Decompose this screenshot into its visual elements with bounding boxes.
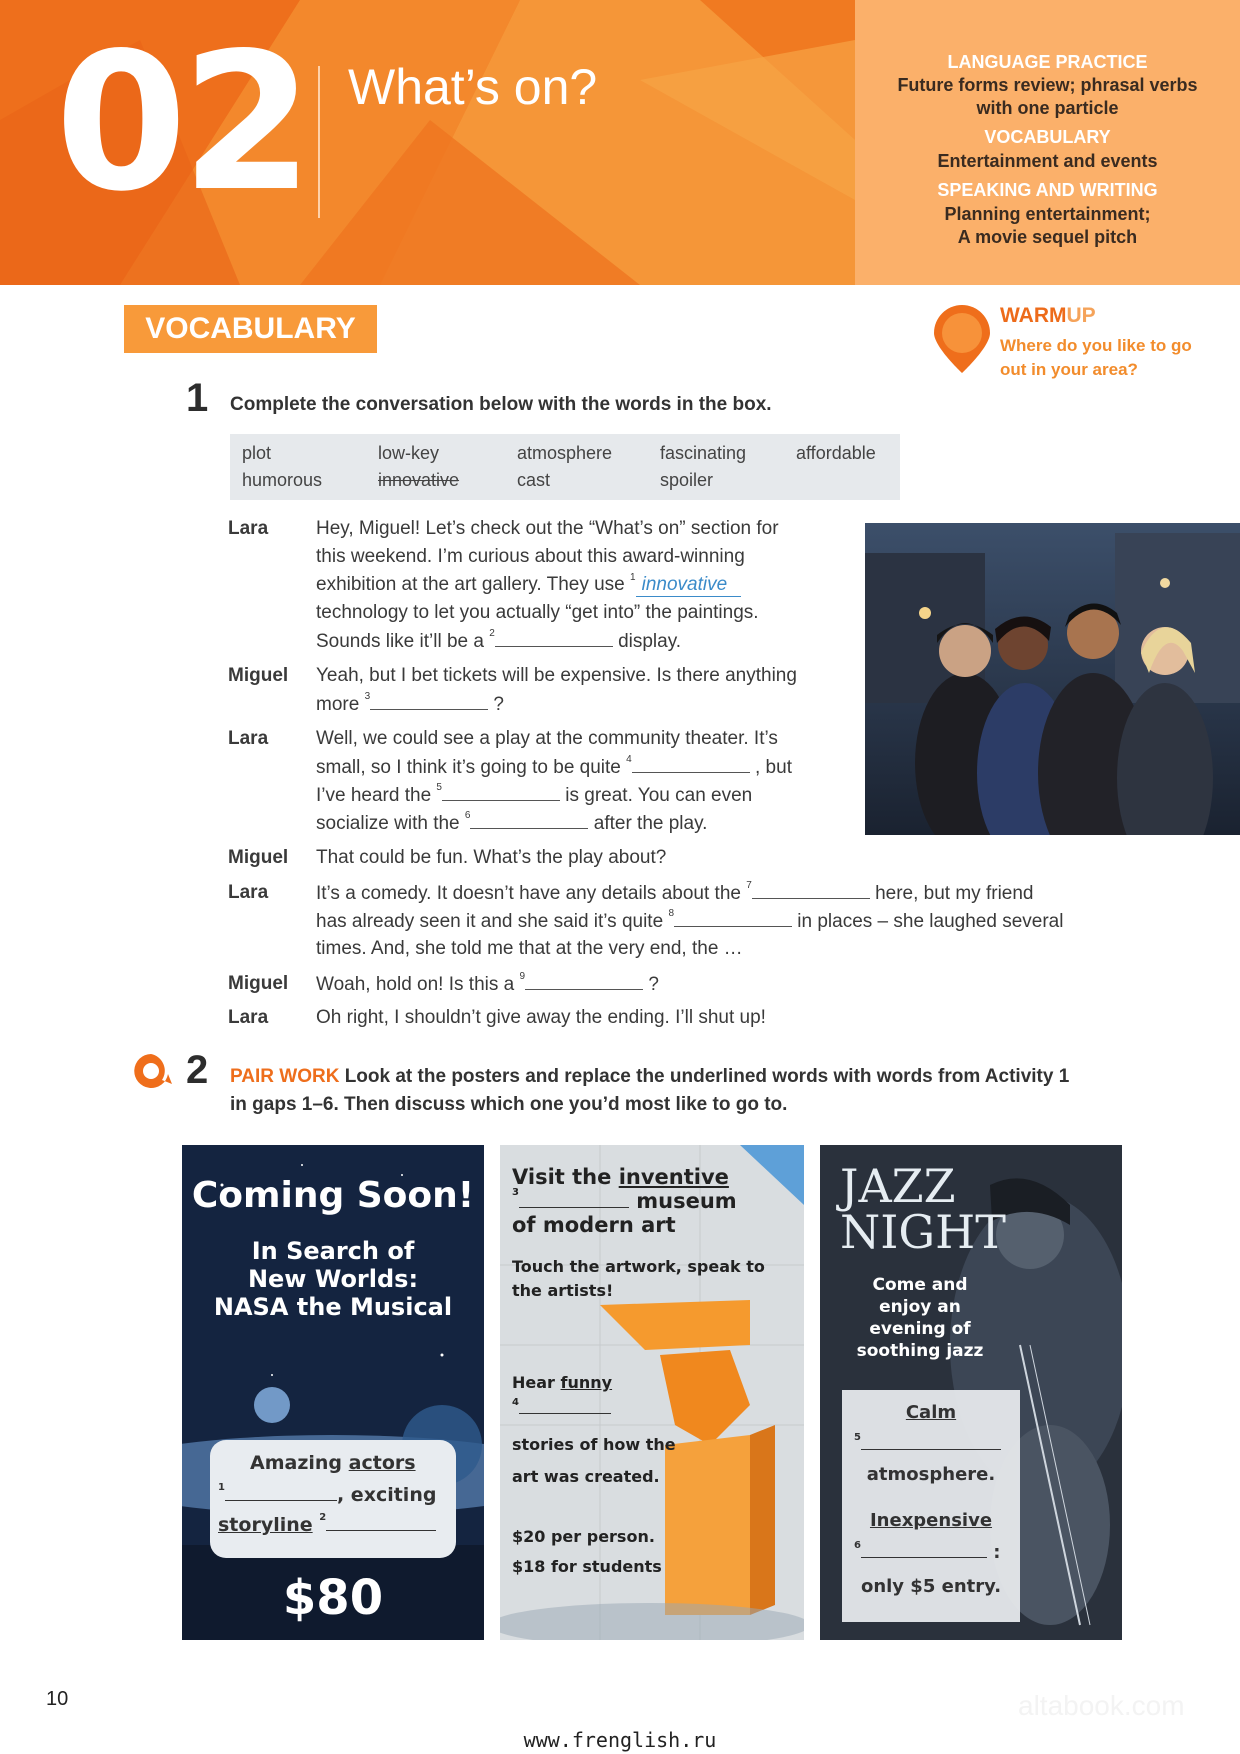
line-text: more	[316, 694, 360, 715]
jazz-subtitle: Come and	[872, 1275, 968, 1295]
gap-number: 1	[218, 1482, 225, 1493]
poster-jazz	[820, 1145, 1122, 1640]
panel-heading-language: LANGUAGE PRACTICE	[947, 52, 1148, 72]
box-line	[854, 1434, 1001, 1455]
word-box	[230, 434, 900, 500]
poster-museum	[500, 1145, 804, 1640]
jazz-subtitle: evening of	[869, 1319, 971, 1339]
poster-gap[interactable]	[861, 1435, 1001, 1450]
word-option: fascinating	[660, 443, 747, 463]
panel-heading-speaking: SPEAKING AND WRITING	[937, 180, 1158, 200]
example-answer: innovative	[636, 574, 742, 597]
answer-gap[interactable]	[470, 812, 588, 829]
warmup-pin-icon	[930, 303, 994, 375]
line-text: Woah, hold on! Is this a	[316, 974, 515, 995]
dialogue-line	[316, 574, 741, 597]
dialogue-line: this weekend. I’m curious about this award-winning	[316, 546, 745, 567]
activity-2-instruction	[230, 1066, 1069, 1088]
box-line: only $5 entry.	[860, 1576, 1002, 1597]
word-option: atmosphere	[517, 443, 613, 463]
underlined-word: funny	[560, 1373, 613, 1392]
dialogue-line: Well, we could see a play at the community theater. It’s	[316, 728, 778, 749]
poster-musical	[182, 1145, 484, 1640]
jazz-subtitle: soothing jazz	[856, 1341, 984, 1361]
poster-gap[interactable]	[326, 1516, 436, 1531]
gap-number: 7	[746, 880, 752, 891]
page-number: 10	[46, 1688, 69, 1710]
word-option: affordable	[796, 443, 876, 463]
watermark: altabook.com	[1018, 1690, 1185, 1721]
poster-info-box	[210, 1440, 456, 1558]
speaker-lara: Lara	[228, 518, 269, 539]
underlined-word-text: Calm	[905, 1402, 957, 1423]
box-line	[854, 1542, 1000, 1563]
gap-number: 3	[364, 691, 371, 702]
underlined-word: actors	[348, 1452, 416, 1474]
box-line	[218, 1514, 436, 1536]
dialogue-line	[316, 812, 707, 835]
warmup-title	[1000, 304, 1096, 328]
gap-number: 6	[854, 1540, 861, 1551]
activity-1-instruction: Complete the conversation below with the words in the box.	[230, 394, 772, 415]
poster-price: $20 per person.	[512, 1527, 655, 1546]
line-text: Sounds like it’ll be a	[316, 631, 484, 652]
answer-gap[interactable]	[752, 882, 870, 899]
jazz-subtitle: enjoy an	[879, 1297, 961, 1317]
unit-title: What’s on?	[348, 59, 598, 115]
line-text: exhibition at the art gallery. They use	[316, 574, 625, 595]
warmup-question: Where do you like to go out in your area?	[1000, 336, 1192, 379]
poster-gap[interactable]	[519, 1193, 629, 1208]
dialogue-line: times. And, she told me that at the very end, the …	[316, 938, 743, 959]
gap-number: 4	[626, 754, 632, 765]
dialogue-line	[316, 756, 792, 779]
line-text: ?	[493, 694, 504, 715]
speaker-lara: Lara	[228, 1007, 269, 1028]
poster-gap[interactable]	[519, 1399, 611, 1414]
pair-work-label: PAIR WORK	[230, 1066, 340, 1087]
line-text: has already seen it and she said it’s quite	[316, 911, 664, 932]
line-text: , but	[755, 757, 792, 778]
underlined-word: inventive	[618, 1165, 729, 1189]
dialogue-line: That could be fun. What’s the play about?	[316, 847, 667, 868]
word-option: humorous	[242, 470, 323, 490]
dialogue-line	[316, 973, 659, 996]
box-line: atmosphere.	[866, 1464, 996, 1485]
line-text: socialize with the	[316, 813, 460, 834]
speaker-miguel: Miguel	[228, 665, 289, 686]
poster-text: museum	[636, 1189, 737, 1213]
poster-gap[interactable]	[225, 1486, 337, 1501]
answer-gap[interactable]	[370, 693, 488, 710]
space-background	[182, 1145, 484, 1640]
dialogue-line: Hey, Miguel! Let’s check out the “What’s on” section for	[316, 518, 779, 539]
gap-number: 9	[519, 971, 526, 982]
poster-line	[512, 1399, 611, 1418]
gap-number: 4	[512, 1397, 519, 1408]
poster-line	[512, 1373, 612, 1392]
word-option-used: innovative	[378, 470, 460, 490]
line-text: here, but my friend	[875, 883, 1034, 904]
site-url: www.frenglish.ru	[523, 1728, 717, 1752]
poster-line	[512, 1165, 729, 1189]
dialogue-line	[316, 784, 752, 807]
panel-heading-vocabulary: VOCABULARY	[984, 127, 1111, 147]
dialogue-line	[316, 693, 504, 716]
poster-price: $80	[282, 1570, 384, 1626]
dialogue-line: technology to let you actually “get into” the paintings.	[316, 602, 759, 623]
dialogue-line	[316, 882, 1034, 905]
jazz-title: JAZZ	[840, 1159, 956, 1213]
warmup-title-warm: WARM	[1000, 304, 1067, 327]
gap-number: 6	[464, 810, 471, 821]
pair-work-icon	[132, 1052, 174, 1090]
dialogue-line: Oh right, I shouldn’t give away the ending. I’ll shut up!	[316, 1007, 766, 1028]
line-text: I’ve heard the	[316, 785, 432, 806]
poster-headline: Coming Soon!	[191, 1175, 475, 1216]
poster-line: of modern art	[512, 1213, 676, 1237]
panel-text: A movie sequel pitch	[957, 227, 1138, 247]
panel-text: Planning entertainment;	[944, 204, 1151, 224]
gap-number: 2	[489, 628, 495, 639]
speaker-lara: Lara	[228, 728, 269, 749]
answer-gap[interactable]	[632, 756, 750, 773]
speaker-miguel: Miguel	[228, 847, 289, 868]
underlined-word	[842, 1510, 1020, 1531]
underlined-word: storyline	[218, 1514, 313, 1536]
box-line	[218, 1484, 436, 1506]
word-option: cast	[517, 470, 551, 490]
line-text: is great. You can even	[565, 785, 753, 806]
answer-gap[interactable]	[674, 910, 792, 927]
answer-gap[interactable]	[495, 630, 613, 647]
line-text: It’s a comedy. It doesn’t have any details about the	[316, 883, 741, 904]
line-text: in places – she laughed several	[797, 911, 1064, 932]
unit-number: 02	[55, 12, 308, 233]
activity-2-instruction-cont: in gaps 1–6. Then discuss which one you’d most like to go to.	[230, 1094, 788, 1115]
box-line	[250, 1452, 416, 1474]
gap-number: 5	[854, 1432, 861, 1443]
answer-gap[interactable]	[442, 784, 560, 801]
dialogue-line: Yeah, but I bet tickets will be expensive. Is there anything	[316, 665, 797, 686]
poster-line	[512, 1189, 737, 1213]
poster-line: stories of how the	[512, 1435, 676, 1454]
line-text: small, so I think it’s going to be quite	[316, 757, 621, 778]
activity-1-number: 1	[186, 376, 209, 420]
instruction-text: Look at the posters and replace the underlined words with words from Activity 1	[344, 1066, 1070, 1087]
panel-text: with one particle	[976, 98, 1119, 118]
poster-gap[interactable]	[861, 1543, 987, 1558]
jazz-title: NIGHT	[840, 1205, 1006, 1259]
friends-photo	[865, 523, 1240, 835]
header-divider	[318, 66, 320, 218]
word-option: plot	[242, 443, 272, 463]
poster-title-line: New Worlds:	[247, 1265, 419, 1293]
warmup-title-up: UP	[1066, 304, 1096, 327]
word-option: spoiler	[660, 470, 714, 490]
word-option: low-key	[378, 443, 440, 463]
box-text: :	[993, 1542, 1001, 1563]
unit-header	[0, 0, 855, 285]
box-text: Amazing	[250, 1452, 343, 1474]
speaker-miguel: Miguel	[228, 973, 289, 994]
gap-number: 5	[436, 782, 442, 793]
underlined-word	[842, 1402, 1020, 1423]
dialogue-line	[316, 910, 1063, 933]
poster-line: Touch the artwork, speak to	[512, 1257, 765, 1276]
speaker-lara: Lara	[228, 882, 269, 903]
panel-text: Entertainment and events	[937, 151, 1158, 171]
line-text: display.	[618, 631, 682, 652]
section-banner: VOCABULARY	[124, 305, 377, 353]
underlined-word-text: Inexpensive	[869, 1510, 993, 1531]
poster-line: the artists!	[512, 1281, 614, 1300]
unit-overview-panel	[855, 0, 1240, 285]
poster-title-line: NASA the Musical	[213, 1293, 453, 1321]
poster-text: Visit the	[512, 1165, 612, 1189]
panel-text: Future forms review; phrasal verbs	[897, 75, 1198, 95]
box-text: , exciting	[336, 1484, 437, 1506]
line-text: after the play.	[593, 813, 708, 834]
gap-number: 8	[668, 908, 674, 919]
poster-line: art was created.	[512, 1467, 660, 1486]
gap-number: 2	[319, 1512, 327, 1523]
gap-number: 3	[512, 1187, 519, 1198]
answer-gap[interactable]	[525, 973, 643, 990]
activity-2-number: 2	[186, 1048, 209, 1092]
jazz-info-box	[842, 1390, 1020, 1622]
dialogue-line	[316, 630, 681, 653]
poster-price: $18 for students	[512, 1557, 662, 1576]
poster-title-line: In Search of	[251, 1237, 415, 1265]
line-text: ?	[648, 974, 659, 995]
poster-text: Hear	[512, 1373, 555, 1392]
gap-number: 1	[630, 572, 636, 583]
